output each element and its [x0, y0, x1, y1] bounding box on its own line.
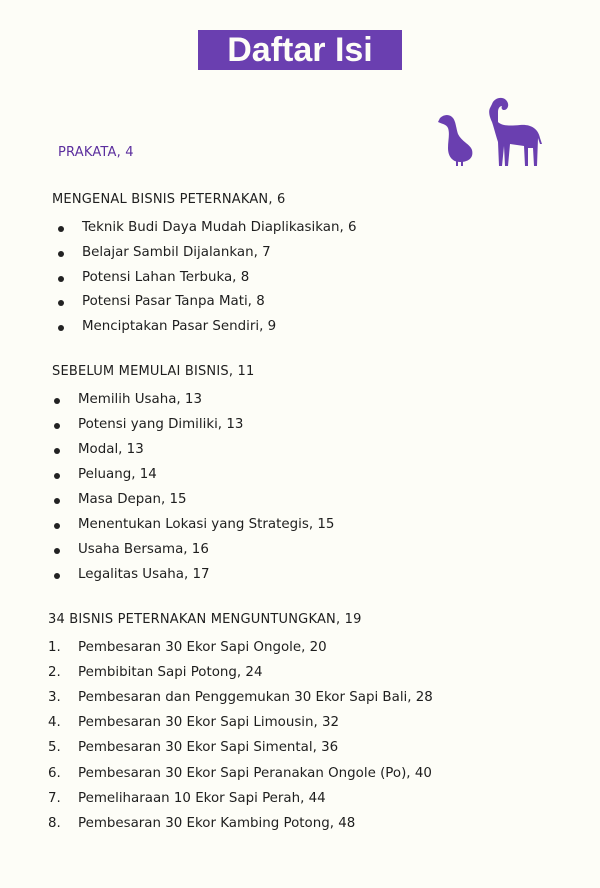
- list-number: 6.: [48, 766, 61, 781]
- list-item: Memilih Usaha, 13: [78, 392, 202, 407]
- list-item: Pembesaran 30 Ekor Sapi Simental, 36: [78, 740, 339, 755]
- list-number: 4.: [48, 715, 61, 730]
- duck-icon: [438, 115, 472, 166]
- bullet-icon: [54, 548, 60, 554]
- list-item: Menciptakan Pasar Sendiri, 9: [82, 319, 277, 334]
- list-item: Pembibitan Sapi Potong, 24: [78, 665, 263, 680]
- bullet-icon: [58, 325, 64, 331]
- bullet-icon: [54, 498, 60, 504]
- section-heading-sebelum: SEBELUM MEMULAI BISNIS, 11: [52, 364, 255, 379]
- page-title: Daftar Isi: [198, 30, 402, 70]
- list-item: Pembesaran 30 Ekor Sapi Peranakan Ongole (Po), 40: [78, 766, 432, 781]
- list-item: Potensi yang Dimiliki, 13: [78, 417, 244, 432]
- bullet-icon: [54, 448, 60, 454]
- ram-icon: [489, 98, 542, 166]
- list-item: Menentukan Lokasi yang Strategis, 15: [78, 517, 335, 532]
- list-number: 2.: [48, 665, 61, 680]
- list-number: 8.: [48, 816, 61, 831]
- list-item: Pembesaran 30 Ekor Kambing Potong, 48: [78, 816, 356, 831]
- list-item: Pembesaran 30 Ekor Sapi Ongole, 20: [78, 640, 327, 655]
- list-item: Modal, 13: [78, 442, 144, 457]
- list-item: Masa Depan, 15: [78, 492, 187, 507]
- list-item: Pemeliharaan 10 Ekor Sapi Perah, 44: [78, 791, 326, 806]
- list-item: Peluang, 14: [78, 467, 157, 482]
- bullet-icon: [54, 398, 60, 404]
- list-item: Potensi Lahan Terbuka, 8: [82, 270, 250, 285]
- list-number: 1.: [48, 640, 61, 655]
- list-item: Pembesaran dan Penggemukan 30 Ekor Sapi Bali, 28: [78, 690, 433, 705]
- bullet-icon: [54, 523, 60, 529]
- prakata-entry: PRAKATA, 4: [58, 145, 134, 160]
- bullet-icon: [58, 276, 64, 282]
- list-item: Legalitas Usaha, 17: [78, 567, 210, 582]
- bullet-icon: [58, 251, 64, 257]
- list-number: 3.: [48, 690, 61, 705]
- bullet-icon: [54, 423, 60, 429]
- list-number: 7.: [48, 791, 61, 806]
- bullet-icon: [54, 473, 60, 479]
- list-item: Potensi Pasar Tanpa Mati, 8: [82, 294, 265, 309]
- animals-illustration: [436, 92, 546, 168]
- section-heading-mengenal: MENGENAL BISNIS PETERNAKAN, 6: [52, 192, 286, 207]
- bullet-icon: [58, 226, 64, 232]
- section-heading-34-bisnis: 34 BISNIS PETERNAKAN MENGUNTUNGKAN, 19: [48, 612, 362, 627]
- bullet-icon: [54, 573, 60, 579]
- list-number: 5.: [48, 740, 61, 755]
- list-item: Usaha Bersama, 16: [78, 542, 209, 557]
- list-item: Pembesaran 30 Ekor Sapi Limousin, 32: [78, 715, 340, 730]
- list-item: Teknik Budi Daya Mudah Diaplikasikan, 6: [82, 220, 357, 235]
- bullet-icon: [58, 300, 64, 306]
- list-item: Belajar Sambil Dijalankan, 7: [82, 245, 271, 260]
